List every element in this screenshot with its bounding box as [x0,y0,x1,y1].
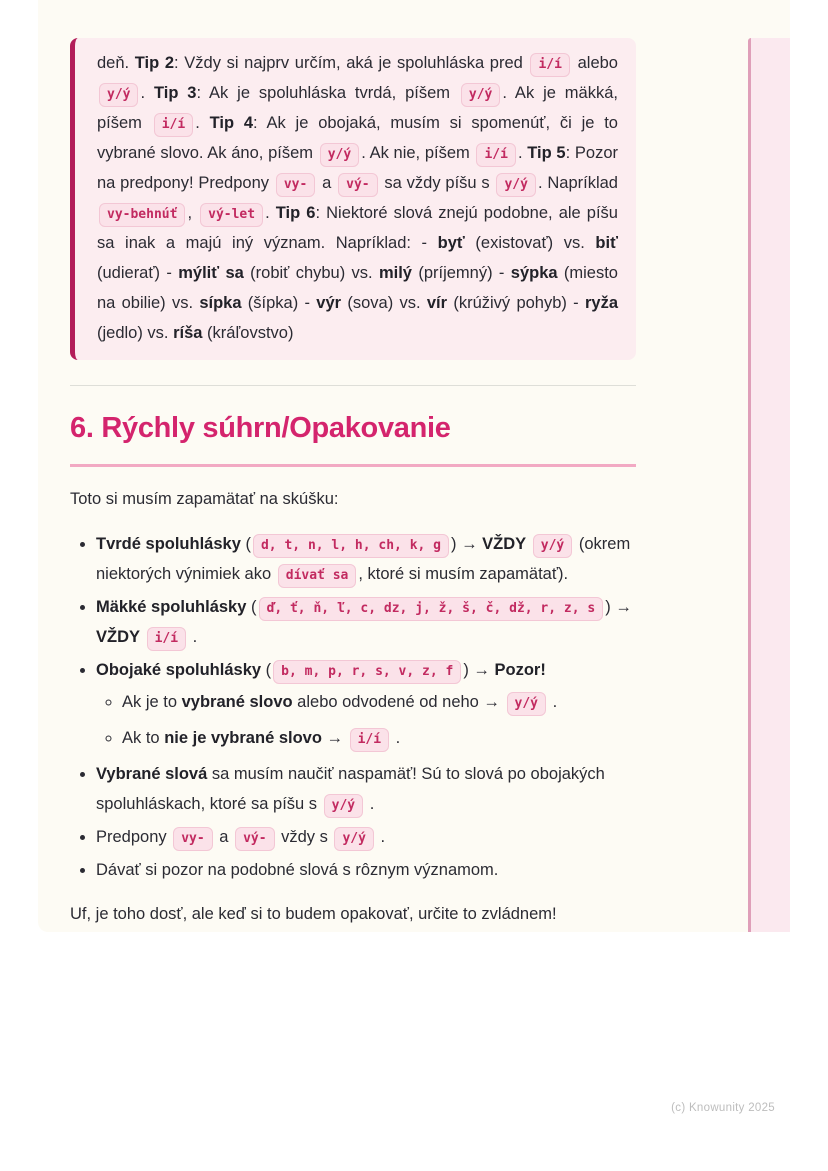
bold-text: Tip 2 [134,54,175,72]
bold-text: ríša [173,324,203,342]
code-badge: b, m, p, r, s, v, z, f [273,660,461,684]
bold-text: vybrané slovo [181,693,293,711]
code-badge: vý- [235,827,274,851]
bold-text: biť [595,234,618,252]
code-badge: y/ý [461,83,500,107]
bold-text: ryža [584,294,618,312]
code-badge: i/í [154,113,193,137]
code-badge: y/ý [324,794,363,818]
code-badge: y/ý [320,143,359,167]
code-badge: vý- [338,173,377,197]
page-content [70,0,636,929]
bold-text: vír [426,294,448,312]
document-page [38,0,790,932]
code-badge: y/ý [334,827,373,851]
code-badge: y/ý [507,692,546,716]
list-item-obojake-spoluhlasky [96,655,636,753]
bold-text: Tip 5 [527,144,566,162]
bold-text: Tip 6 [275,204,316,222]
code-badge: vý-let [200,203,263,227]
bold-text: VŽDY [482,535,527,553]
bold-text: Tvrdé spoluhlásky [96,535,241,553]
callout-paragraph: deň. Tip 2: Vždy si najprv určím, aká je spoluhláska pred i/í alebo y/ý . Tip 3: Ak je spoluhláska tvrdá, píšem y/ý . Ak je mäkká, píšem i/í . Tip 4: Ak je obojaká, musím si spomenúť, či je to vybrané slovo. Ak áno, píšem y/ý . Ak nie, píšem i/í . Tip 5: Pozor na predpony! Predpony vy- a vý- sa vždy píšu s y/ý . Napríklad vy-behnúť , vý-let . Tip 6: Niektoré slová znejú podobne, ale píšu sa inak a majú iný význam. Napríklad: - byť (existovať) vs. biť (udierať) - mýliť sa (robiť chybu) vs. milý (príjemný) - sýpka (miesto na obilie) vs. sípka (šípka) - výr (sova) vs. vír (krúživý pohyb) - ryža (jedlo) vs. ríša (kráľovstvo) [97,54,618,342]
code-badge: d, t, n, l, h, ch, k, g [253,534,449,558]
section-heading: 6. Rýchly súhrn/Opakovanie [70,410,636,467]
bold-text: milý [378,264,412,282]
bold-text: mýliť sa [178,264,244,282]
obojake-sublist [96,687,636,753]
page-right-margin-strip [748,38,790,932]
list-item-tvrde-spoluhlasky: • Tvrdé spoluhlásky ( d, t, n, l, h, ch, k, g ) → VŽDY y/ý (okrem niektorých výnimiek ako dívať sa , ktoré si musím zapamätať). [96,529,636,589]
section-divider [70,385,636,386]
closing-paragraph: Uf, je toho dosť, ale keď si to budem opakovať, určite to zvládnem! [70,905,557,923]
bold-text: Tip 3 [153,84,197,102]
code-badge: vy- [276,173,315,197]
intro-paragraph: Toto si musím zapamätať na skúšku: [70,490,339,508]
tips-callout [70,38,636,360]
code-badge: ď, ť, ň, ľ, c, dz, j, ž, š, č, dž, r, z, s [259,597,604,621]
bold-text: nie je vybrané slovo [164,729,322,747]
code-badge: i/í [147,627,186,651]
list-item-podobne-slova: • Dávať si pozor na podobné slová s rôznym významom. [96,855,636,885]
bold-text: VŽDY [96,628,141,646]
bold-text: Mäkké spoluhlásky [96,598,247,616]
code-badge: vy-behnúť [99,203,185,227]
bold-text: Vybrané slová [96,765,208,783]
sub-item-vybrane-slovo: ◦ Ak je to vybrané slovo alebo odvodené od neho → y/ý . [122,687,636,717]
copyright-footer: (c) Knowunity 2025 [671,1102,775,1114]
bold-text: Pozor! [494,661,546,679]
list-item-text: Obojaké spoluhlásky ( b, m, p, r, s, v, z, f ) → Pozor! [96,661,546,679]
code-badge: dívať sa [278,564,357,588]
code-badge: y/ý [99,83,138,107]
code-badge: i/í [476,143,515,167]
summary-list [70,529,636,885]
bold-text: sýpka [510,264,558,282]
bold-text: Obojaké spoluhlásky [96,661,262,679]
list-item-vybrane-slova: • Vybrané slová sa musím naučiť naspamäť! Sú to slová po obojakých spoluhláskach, ktoré sa píšu s y/ý . [96,759,636,819]
code-badge: y/ý [496,173,535,197]
bold-text: Tip 4 [209,114,254,132]
bold-text: výr [316,294,342,312]
code-badge: y/ý [533,534,572,558]
code-badge: vy- [173,827,212,851]
bold-text: sípka [199,294,242,312]
sub-item-nie-vybrane-slovo: ◦ Ak to nie je vybrané slovo → i/í . [122,723,636,753]
list-item-predpony: • Predpony vy- a vý- vždy s y/ý . [96,822,636,852]
code-badge: i/í [350,728,389,752]
bold-text: byť [437,234,465,252]
code-badge: i/í [530,53,569,77]
list-item-makke-spoluhlasky: • Mäkké spoluhlásky ( ď, ť, ň, ľ, c, dz, j, ž, š, č, dž, r, z, s ) → VŽDY i/í . [96,592,636,652]
